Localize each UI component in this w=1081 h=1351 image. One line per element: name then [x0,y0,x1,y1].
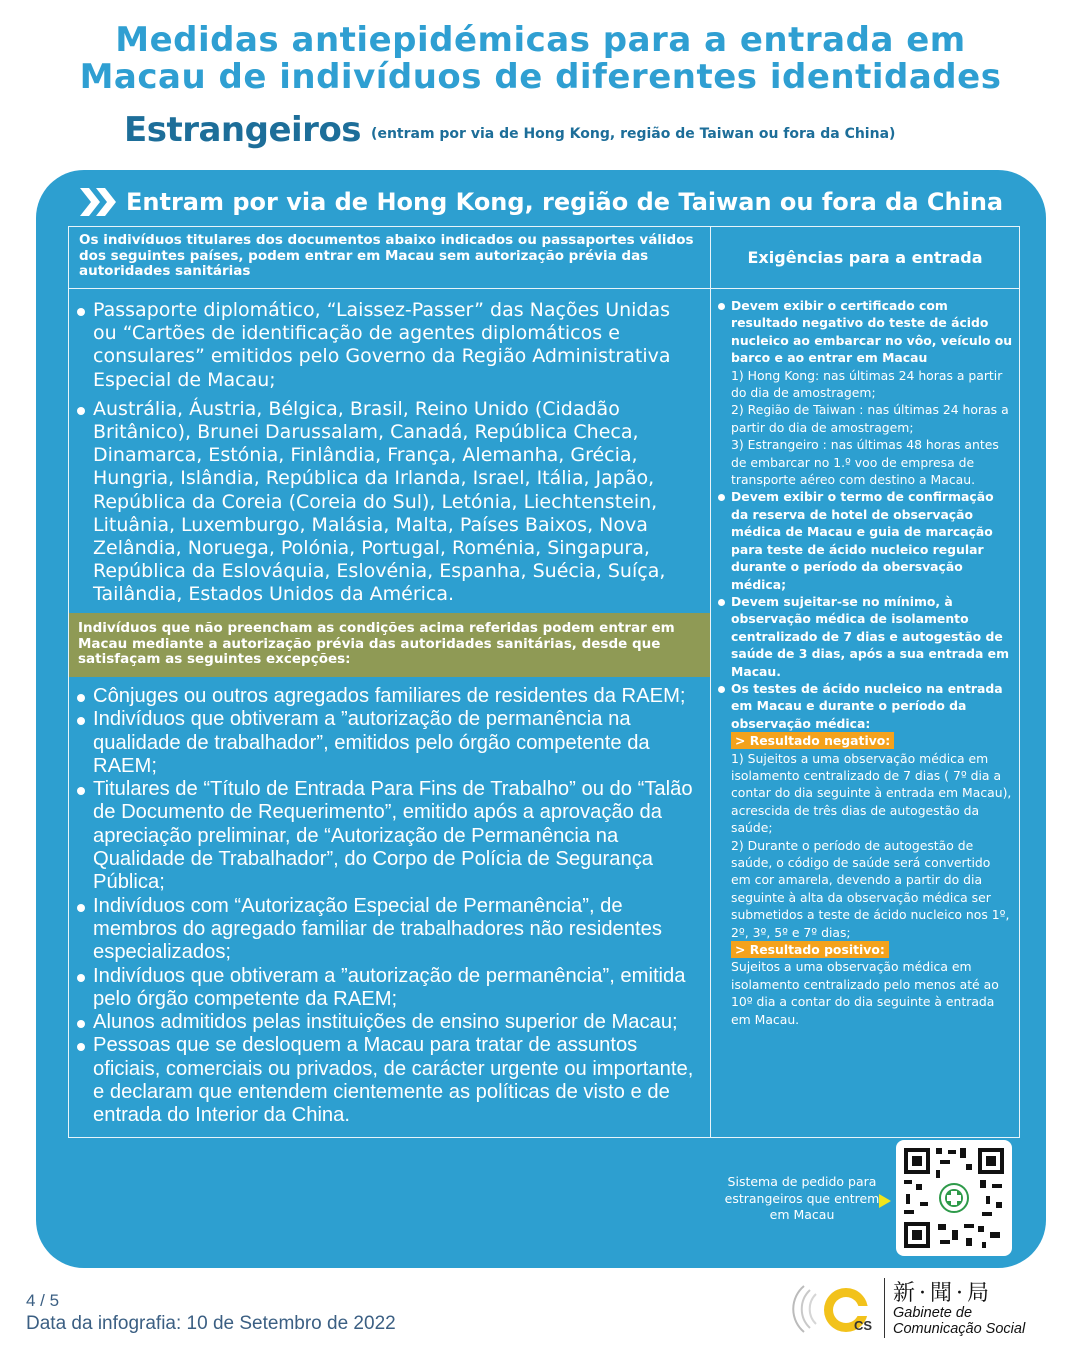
entry-requirements [717,297,1013,1028]
page-title [0,22,1081,96]
requirement-hotel: Devem exibir o termo de confirmação da reserva de hotel de observação médica de Macau e guia de marcação para teste de ácido nucleico regular durante o período da obersvação médica; [717,488,1013,592]
infographic-date: Data da infografia: 10 de Setembro de 2022 [26,1313,396,1334]
requirement-detail: Sujeitos a uma observação médica em isolamento centralizado pelo menos até ao 10º dia a contar do dia seguinte à entrada em Macau. [731,959,999,1027]
column-divider [710,227,711,1137]
table-header-right: Exigências para a entrada [747,248,983,267]
table-header-left: Os indivíduos titulares dos documentos abaixo indicados ou passaportes válidos dos seguintes países, podem entrar em Macau sem autorização prévia das autoridades sanitárias [79,232,694,279]
logo-portuguese-name: Gabinete de Comunicação Social [893,1305,1026,1337]
logo-chinese-name: 新·聞·局 [893,1281,993,1306]
negative-result-label: > Resultado negativo: [731,732,894,749]
list-item: Austrália, Áustria, Bélgica, Brasil, Reino Unido (Cidadão Britânico), Brunei Darussalam, Canadá, República Checa, Dinamarca, Estónia, Finlândia, França, Alemanha, Grécia, Hungria, Islândia, República da Irlanda, Israel, Itália, Japão, República da Coreia (Coreia do Sul), Letónia, Liechtenstein, Lituânia, Luxemburgo, Malásia, Malta, Países Baixos, Nova Zelândia, Noruega, Polónia, Portugal, Roménia, Singapura, República da Eslováquia, Eslovénia, Espanha, Suécia, Suíça, Tailândia, Estados Unidos da América. [75,398,695,607]
positive-result-row [717,941,1013,958]
qr-code[interactable] [896,1140,1012,1256]
double-chevron-icon [78,186,118,218]
subtitle-row [124,110,895,150]
document-list [75,299,695,607]
list-item: Alunos admitidos pelas instituições de ensino superior de Macau; [75,1011,695,1034]
requirements-table [68,226,1020,1138]
section-banner-label: Entram por via de Hong Kong, região de Taiwan ou fora da China [126,188,1004,216]
qr-caption: Sistema de pedido para estrangeiros que entrem em Macau [724,1174,880,1222]
list-item: Cônjuges ou outros agregados familiares de residentes da RAEM; [75,685,695,708]
requirement-detail: 1) Sujeitos a uma observação médica em isolamento centralizado de 7 dias ( 7º dia a contar do dia seguinte à entrada em Macau), acrescida de três dias de autogestão da saúde; [731,750,1012,836]
requirement-tests: Os testes de ácido nucleico na entrada em Macau e durante o período da observação médica: [717,680,1013,732]
exception-header [69,613,710,677]
page-title-line2: Macau de indivíduos de diferentes identidades [79,57,1002,97]
subtitle-note: (entram por via de Hong Kong, região de Taiwan ou fora da China) [371,126,896,142]
list-item: Titulares de “Título de Entrada Para Fins de Trabalho” ou do “Talão de Documento de Requerimento”, emitido após a aprovação da apreciação preliminar, de “Autorização de Permanência na Qualidade de Trabalhador”, do Corpo de Polícia de Segurança Pública; [75,778,695,894]
list-item: Indivíduos que obtiveram a ”autorização de permanência na qualidade de trabalhador”, emitidos pelo órgão competente da RAEM; [75,708,695,778]
list-item: Pessoas que se desloquem a Macau para tratar de assuntos oficiais, comerciais ou privados, de carácter urgente ou importante, e declaram que entendem cientemente as políticas de visto e de entrada do Interior da China. [75,1034,695,1127]
gcs-logo-icon [790,1274,890,1340]
requirement-detail: 3) Estrangeiro : nas últimas 48 horas antes de embarcar no 1.º voo de empresa de transporte aéreo com destino a Macau. [731,437,999,488]
requirement-detail: 2) Durante o período de autogestão de saúde, o código de saúde será convertido em cor amarela, devendo a partir do dia seguinte à alta da observação médica ser submetidos a teste de ácido nucleico nos 1º, 2º, 3º, 5º e 7º dias; [731,837,1010,940]
list-item: Indivíduos que obtiveram a ”autorização de permanência”, emitida pelo órgão competente da RAEM; [75,965,695,1012]
page-title-line1: Medidas antiepidémicas para a entrada em [115,20,966,60]
page-number: 4 / 5 [26,1291,60,1310]
arrow-right-icon [878,1193,892,1209]
subtitle: Estrangeiros [124,110,362,150]
list-item: Passaporte diplomático, “Laissez-Passer” das Nações Unidas ou “Cartões de identificação de agentes diplomáticos e consulares” emitidos pelo Governo da Região Administrativa Especial de Macau; [75,299,695,392]
logo-divider [884,1278,885,1338]
positive-result-label: > Resultado positivo: [731,941,889,958]
exception-list [75,685,695,1128]
requirement-isolation: Devem sujeitar-se no mínimo, à observação médica de isolamento centralizado de 7 dias e autogestão de saúde de 3 dias, após a sua entrada em Macau. [717,593,1013,680]
requirement-detail: 2) Região de Taiwan : nas últimas 24 horas a partir do dia de amostragem; [731,402,1009,435]
section-banner [78,186,1003,218]
exception-header-text: Indivíduos que não preencham as condições acima referidas podem entrar em Macau mediante a autorização prévia das autoridades sanitárias, desde que satisfaçam as seguintes excepções: [78,620,675,667]
qr-code-icon [896,1140,1012,1256]
requirement-certificate: Devem exibir o certificado com resultado negativo do teste de ácido nucleico ao embarcar no vôo, veículo ou barco e ao entrar em Macau [717,297,1013,367]
header-divider [69,288,1019,289]
negative-result-row [717,732,1013,749]
list-item: Indivíduos com “Autorização Especial de Permanência”, de membros do agregado familiar de trabalhadores não residentes especializados; [75,895,695,965]
svg-text:CS: CS [854,1318,873,1333]
requirement-detail: 1) Hong Kong: nas últimas 24 horas a partir do dia de amostragem; [731,367,1003,401]
